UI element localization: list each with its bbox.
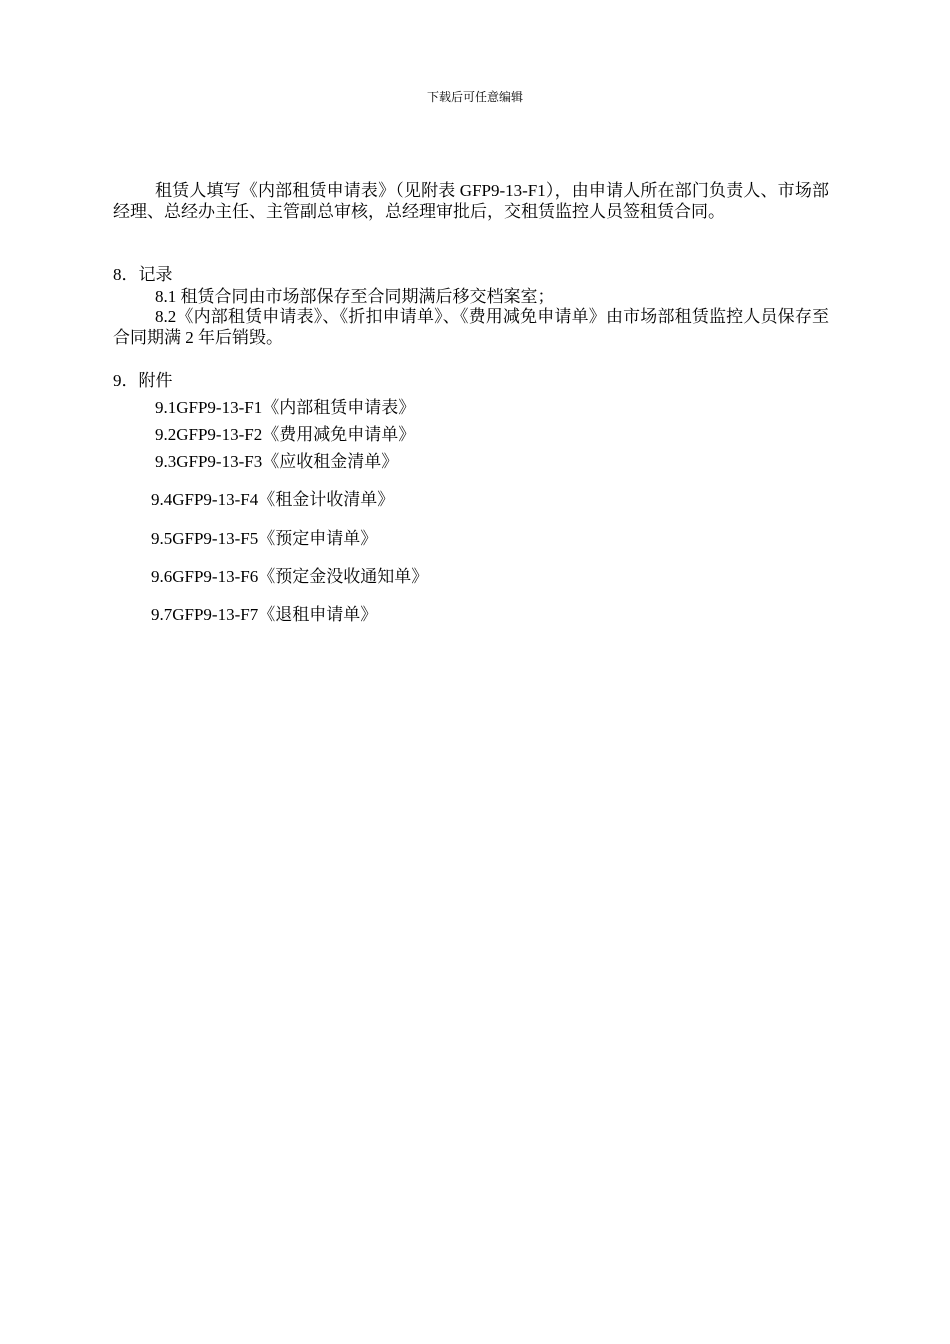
section-9-heading: 9．附件 [113, 371, 173, 390]
attachment-item: 9.2GFP9-13-F2《费用减免申请单》 [155, 425, 416, 444]
section-8-item: 8.2《内部租赁申请表》、《折扣申请单》、《费用减免申请单》由市场部租赁监控人员保存至合同期满 2 年后销毁。 [113, 307, 829, 347]
attachment-item: 9.3GFP9-13-F3《应收租金清单》 [155, 452, 399, 471]
page-header: 下载后可任意编辑 [426, 90, 523, 104]
attachment-item: 9.6GFP9-13-F6《预定金没收通知单》 [151, 567, 429, 586]
attachment-item: 9.4GFP9-13-F4《租金计收清单》 [151, 490, 395, 509]
attachment-item: 9.7GFP9-13-F7《退租申请单》 [151, 605, 378, 624]
intro-paragraph: 租赁人填写《内部租赁申请表》（见附表 GFP9-13-F1），由申请人所在部门负责人、市场部经理、总经办主任、主管副总审核，总经理审批后，交租赁监控人员签租赁合同。 [113, 181, 829, 221]
section-8-heading: 8．记录 [113, 265, 173, 284]
attachment-item: 9.1GFP9-13-F1《内部租赁申请表》 [155, 398, 416, 417]
section-8-item: 8.1 租赁合同由市场部保存至合同期满后移交档案室； [155, 287, 555, 306]
attachment-item: 9.5GFP9-13-F5《预定申请单》 [151, 529, 378, 548]
